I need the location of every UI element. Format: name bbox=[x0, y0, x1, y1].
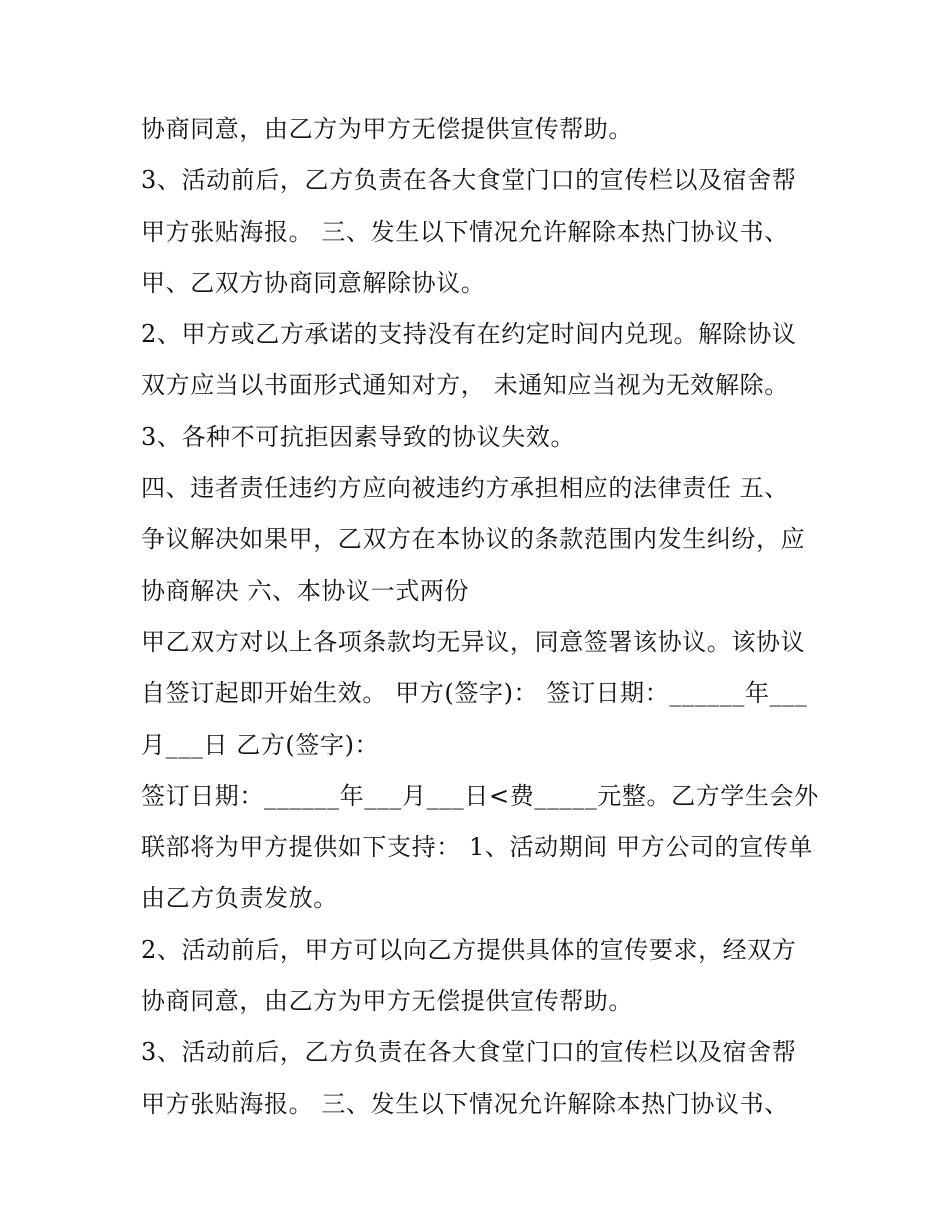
text-line: 联部将为甲方提供如下支持： 1、活动期间 甲方公司的宣传单 bbox=[141, 833, 813, 862]
text-line: 3、活动前后，乙方负责在各大食堂门口的宣传栏以及宿舍帮 bbox=[141, 166, 797, 195]
text-line: 月___日 乙方(签字)： bbox=[141, 730, 380, 759]
text-line: 甲乙双方对以上各项条款均无异议，同意签署该协议。该协议 bbox=[141, 627, 806, 656]
text-line: 由乙方负责发放。 bbox=[141, 884, 338, 913]
text-line: 自签订起即开始生效。 甲方(签字)： 签订日期：______年___ bbox=[141, 679, 808, 708]
text-line: 甲方张贴海报。 三、发生以下情况允许解除本热门协议书、 bbox=[141, 1089, 789, 1118]
text-line: 3、活动前后，乙方负责在各大食堂门口的宣传栏以及宿舍帮 bbox=[141, 1038, 797, 1067]
text-line: 2、活动前后，甲方可以向乙方提供具体的宣传要求，经双方 bbox=[141, 935, 797, 964]
text-line: 2、甲方或乙方承诺的支持没有在约定时间内兑现。解除协议 bbox=[141, 320, 797, 349]
text-line: 协商同意，由乙方为甲方无偿提供宣传帮助。 bbox=[141, 115, 633, 143]
text-line: 四、违者责任违约方应向被违约方承担相应的法律责任 五、 bbox=[141, 474, 789, 503]
text-line: 双方应当以书面形式通知对方， 未通知应当视为无效解除。 bbox=[141, 371, 789, 400]
document-body bbox=[141, 104, 831, 1130]
text-line: 3、各种不可抗拒因素导致的协议失效。 bbox=[141, 422, 576, 451]
text-line: 甲方张贴海报。 三、发生以下情况允许解除本热门协议书、 bbox=[141, 217, 789, 246]
text-line: 协商解决 六、本协议一式两份 bbox=[141, 576, 470, 605]
text-line: 甲、乙双方协商同意解除协议。 bbox=[141, 268, 486, 297]
text-line: 争议解决如果甲，乙双方在本协议的条款范围内发生纠纷，应 bbox=[141, 525, 806, 554]
text-line: 签订日期：______年___月___日<费_____元整。乙方学生会外 bbox=[141, 781, 819, 810]
text-line: 协商同意，由乙方为甲方无偿提供宣传帮助。 bbox=[141, 987, 633, 1016]
